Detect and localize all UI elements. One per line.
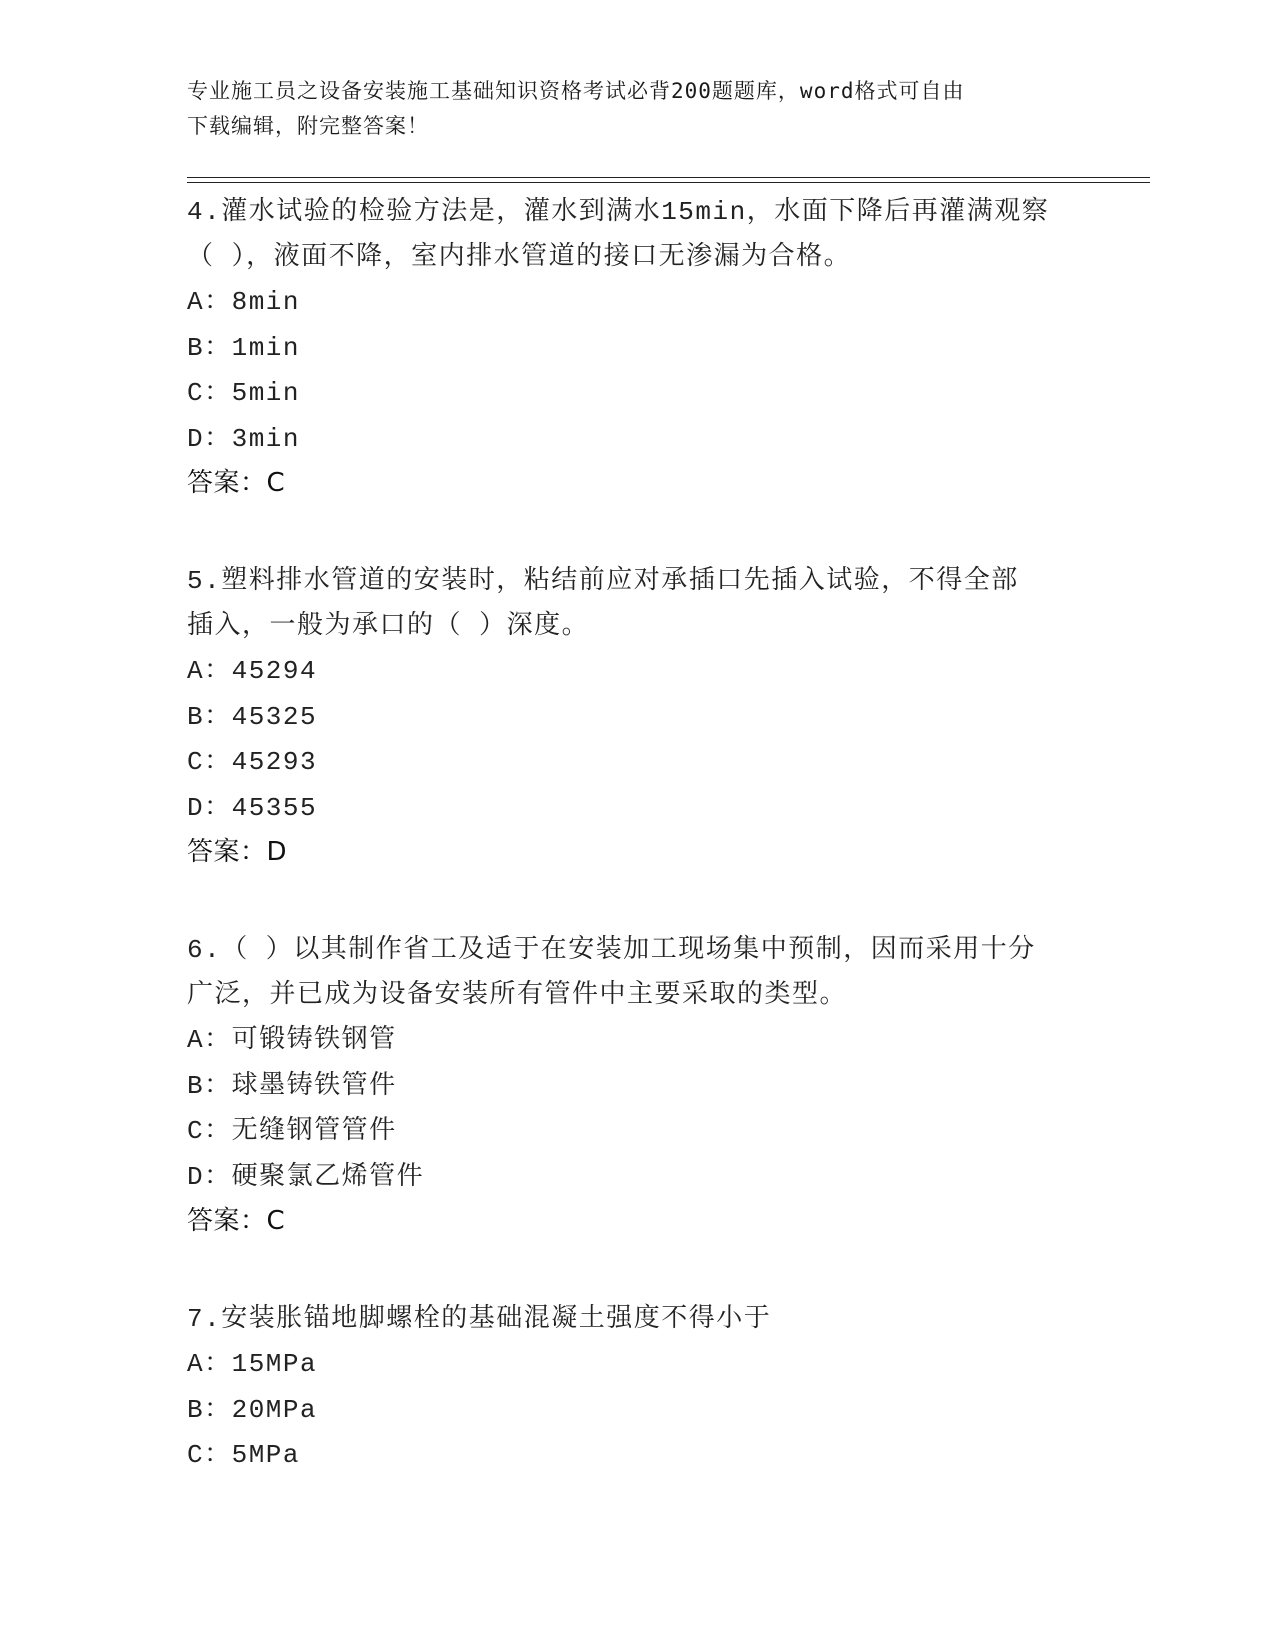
header-line-1: 专业施工员之设备安装施工基础知识资格考试必背200题题库，word格式可自由 bbox=[187, 79, 965, 103]
question-6 bbox=[187, 928, 1087, 1242]
option-b: B：1min bbox=[187, 332, 301, 363]
question-text-line: 5.塑料排水管道的安装时，粘结前应对承插口先插入试验，不得全部 bbox=[187, 566, 1019, 596]
header-line-2: 下载编辑，附完整答案！ bbox=[187, 114, 429, 138]
header-rule-bottom bbox=[187, 182, 1150, 183]
option-c: C：无缝钢管管件 bbox=[187, 1116, 397, 1146]
question-text-line: 4.灌水试验的检验方法是，灌水到满水15min，水面下降后再灌满观察 bbox=[187, 197, 1050, 227]
option-c: C：45293 bbox=[187, 747, 318, 777]
option-b: B：45325 bbox=[187, 701, 318, 732]
answer-label: 答案：D bbox=[187, 837, 288, 867]
question-4-text bbox=[187, 190, 1087, 280]
question-text-line: 7.安装胀锚地脚螺栓的基础混凝土强度不得小于 bbox=[187, 1304, 772, 1334]
question-spacer bbox=[187, 504, 1087, 559]
header-rule-top bbox=[187, 177, 1150, 178]
document-header bbox=[187, 74, 1087, 144]
option-c: C：5MPa bbox=[187, 1440, 301, 1470]
question-text-line: 6.（ ）以其制作省工及适于在安装加工现场集中预制，因而采用十分 bbox=[187, 935, 1036, 965]
answer-label: 答案：C bbox=[187, 1206, 286, 1236]
option-a: A：15MPa bbox=[187, 1349, 318, 1379]
option-b: B：20MPa bbox=[187, 1394, 318, 1425]
option-d: D：45355 bbox=[187, 792, 318, 823]
option-b: B：球墨铸铁管件 bbox=[187, 1070, 397, 1101]
question-text-line: 插入，一般为承口的（ ）深度。 bbox=[187, 611, 590, 641]
question-text-line: 广泛，并已成为设备安装所有管件中主要采取的类型。 bbox=[187, 980, 848, 1010]
option-c: C：5min bbox=[187, 378, 301, 408]
question-spacer bbox=[187, 873, 1087, 928]
question-7 bbox=[187, 1297, 1087, 1479]
question-text-line: （ ），液面不降，室内排水管道的接口无渗漏为合格。 bbox=[187, 242, 852, 272]
option-d: D：硬聚氯乙烯管件 bbox=[187, 1161, 425, 1192]
question-list bbox=[187, 190, 1087, 1479]
question-spacer bbox=[187, 1242, 1087, 1297]
question-5-text bbox=[187, 559, 1087, 649]
option-a: A：可锻铸铁钢管 bbox=[187, 1025, 397, 1055]
answer-label: 答案：C bbox=[187, 468, 286, 498]
question-4 bbox=[187, 190, 1087, 504]
option-d: D：3min bbox=[187, 423, 301, 454]
question-6-text bbox=[187, 928, 1087, 1018]
question-7-text bbox=[187, 1297, 1087, 1342]
option-a: A：8min bbox=[187, 287, 301, 317]
question-5 bbox=[187, 559, 1087, 873]
option-a: A：45294 bbox=[187, 656, 318, 686]
